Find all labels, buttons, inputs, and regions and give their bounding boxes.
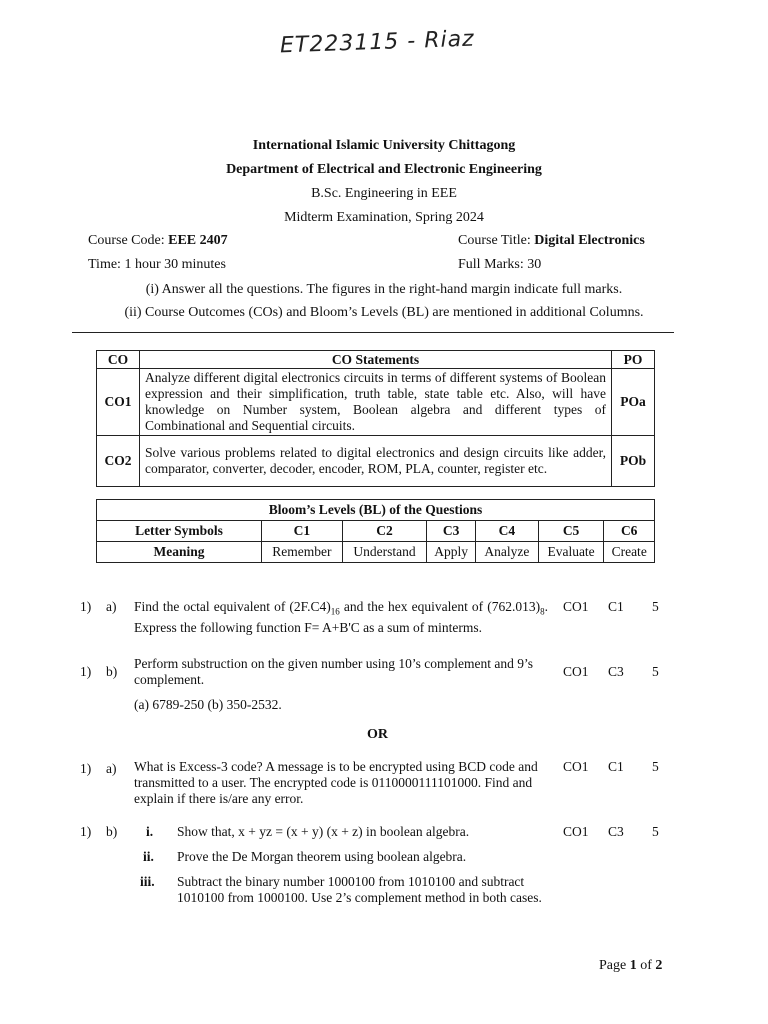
blooms-meaning: Remember (262, 542, 343, 563)
sub-question-text: Subtract the binary number 1000100 from 1010100 and subtract 1010100 from 1000100. Use 2’s complement method in both cases. (177, 874, 542, 905)
program-name: B.Sc. Engineering in EEE (311, 186, 457, 201)
course-code-value: EEE 2407 (168, 233, 228, 248)
co-table-row (97, 436, 655, 487)
university-name: International Islamic University Chittagong (252, 138, 516, 153)
sub-question-label: i. (146, 824, 154, 839)
sub-question-label: iii. (140, 874, 155, 889)
base-subscript: 16 (330, 606, 340, 617)
question-marks: 5 (652, 664, 659, 679)
blooms-meaning: Understand (342, 542, 427, 563)
blooms-symbol: C2 (342, 521, 427, 542)
question-co: CO1 (563, 759, 589, 774)
blooms-symbol: C6 (604, 521, 655, 542)
sub-question-label: ii. (143, 849, 154, 864)
question-co: CO1 (563, 599, 589, 614)
question-text (134, 599, 548, 636)
question-part: a) (106, 599, 117, 614)
co-statement-header: CO Statements (140, 351, 612, 369)
blooms-symbol: C5 (538, 521, 604, 542)
letter-symbols-label: Letter Symbols (97, 521, 262, 542)
question-marks: 5 (652, 824, 659, 839)
course-code (88, 233, 228, 249)
blooms-meaning: Create (604, 542, 655, 563)
co-code: CO2 (97, 436, 140, 487)
meaning-label: Meaning (97, 542, 262, 563)
question-number: 1) (80, 599, 92, 614)
question-part: b) (106, 824, 118, 839)
department-name: Department of Electrical and Electronic Engineering (226, 162, 542, 177)
question-text: Perform substruction on the given number using 10’s complement and 9’s complement. (134, 656, 533, 687)
page-of: of (636, 958, 656, 973)
question-bl: C1 (608, 759, 624, 774)
blooms-symbol: C1 (262, 521, 343, 542)
blooms-symbol: C4 (475, 521, 538, 542)
sub-question-text: Show that, x + yz = (x + y) (x + z) in boolean algebra. (177, 824, 470, 839)
page-indicator (599, 958, 662, 974)
question-text-part: and the hex equivalent of (762.013) (339, 599, 541, 614)
question-part: b) (106, 664, 118, 679)
co-table (96, 350, 655, 487)
question-marks: 5 (652, 599, 659, 614)
page-prefix: Page (599, 958, 630, 973)
blooms-symbol-row (97, 521, 655, 542)
question-bl: C1 (608, 599, 624, 614)
exam-name: Midterm Examination, Spring 2024 (284, 210, 484, 225)
instruction-1: (i) Answer all the questions. The figures in the right-hand margin indicate full marks. (145, 282, 623, 297)
header-divider (72, 332, 674, 333)
base-subscript: 8 (540, 606, 545, 617)
course-title (458, 233, 645, 249)
blooms-meaning: Analyze (475, 542, 538, 563)
or-divider: OR (367, 727, 388, 742)
blooms-table (96, 499, 655, 563)
question-bl: C3 (608, 664, 624, 679)
handwritten-roll-note: ET223115 - Riaz (279, 26, 476, 59)
course-title-value: Digital Electronics (534, 233, 645, 248)
co-table-header (97, 351, 655, 369)
question-number: 1) (80, 664, 92, 679)
co-table-row (97, 369, 655, 436)
course-code-label: Course Code: (88, 233, 169, 248)
question-co: CO1 (563, 664, 589, 679)
co-header: CO (97, 351, 140, 369)
question-text: What is Excess-3 code? A message is to be encrypted using BCD code and transmitted to a user. The encrypted code is 0110000111101000. Find and explain if there is/are any error. (134, 759, 538, 806)
question-number: 1) (80, 761, 92, 776)
po-header: PO (612, 351, 655, 369)
question-text-part: Find the octal equivalent of (2F.C4) (134, 599, 331, 614)
blooms-meaning: Apply (427, 542, 476, 563)
question-part: a) (106, 761, 117, 776)
question-co: CO1 (563, 824, 589, 839)
blooms-title-row (97, 500, 655, 521)
full-marks: Full Marks: 30 (458, 257, 542, 272)
blooms-meaning-row (97, 542, 655, 563)
question-marks: 5 (652, 759, 659, 774)
blooms-meaning: Evaluate (538, 542, 604, 563)
sub-question-text: Prove the De Morgan theorem using boolean algebra. (177, 849, 467, 864)
blooms-symbol: C3 (427, 521, 476, 542)
co-statement: Solve various problems related to digital electronics and design circuits like adder, comparator, converter, decoder, encoder, ROM, PLA, counter, register etc. (140, 436, 612, 487)
exam-time: Time: 1 hour 30 minutes (88, 257, 226, 272)
question-number: 1) (80, 824, 92, 839)
co-statement: Analyze different digital electronics circuits in terms of different systems of Boolean expression and their simplification, truth table, state table etc. Also, will have knowledge on Number system, Boolean algebra and different types of Combinational and Sequential circuits. (140, 369, 612, 436)
question-subtext: (a) 6789-250 (b) 350-2532. (134, 697, 282, 712)
page-total: 2 (655, 958, 663, 973)
page-number: 1 (629, 958, 637, 973)
po-code: POb (612, 436, 655, 487)
question-text-part: . Express the following function F= A+B'C as a sum of minterms. (134, 599, 548, 635)
co-code: CO1 (97, 369, 140, 436)
course-title-label: Course Title: (458, 233, 535, 248)
po-code: POa (612, 369, 655, 436)
question-bl: C3 (608, 824, 624, 839)
blooms-title: Bloom’s Levels (BL) of the Questions (97, 500, 655, 521)
instruction-2: (ii) Course Outcomes (COs) and Bloom’s Levels (BL) are mentioned in additional Columns. (124, 305, 644, 320)
